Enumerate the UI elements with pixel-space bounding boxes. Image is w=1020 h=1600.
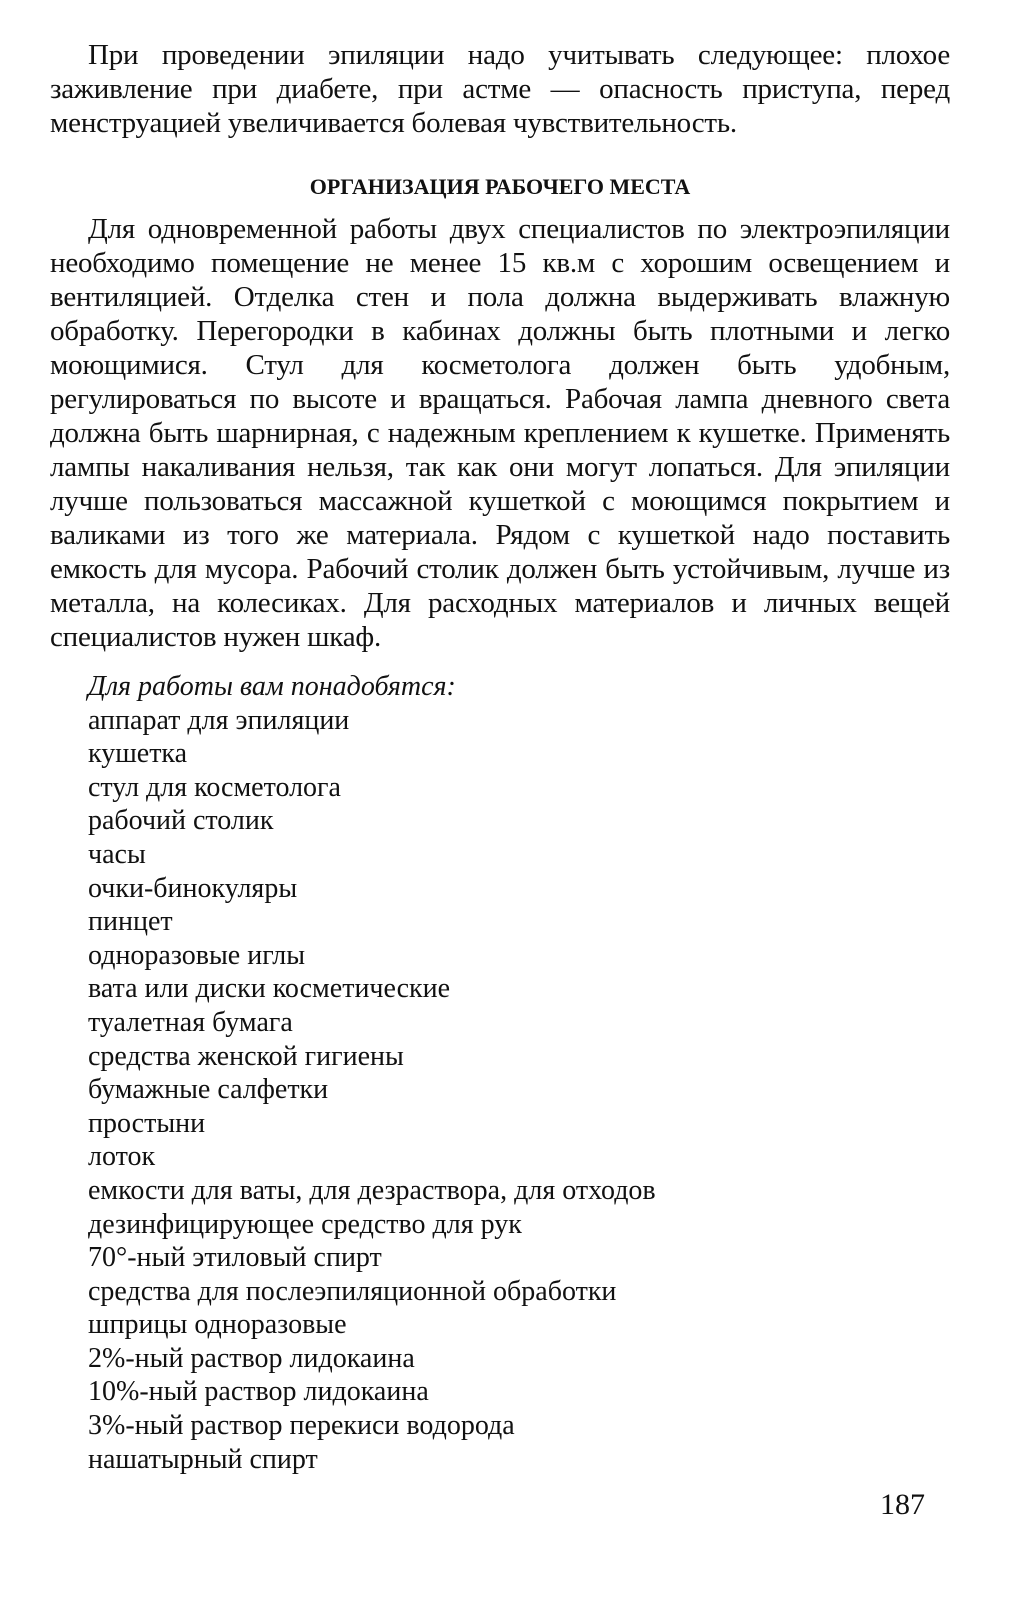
list-item: 70°-ный этиловый спирт: [88, 1242, 382, 1274]
list-item: 3%-ный раствор перекиси водорода: [88, 1410, 515, 1442]
list-item: простыни: [88, 1107, 206, 1139]
list-item: емкости для ваты, для дезраствора, для отходов: [88, 1174, 656, 1206]
list-item: очки-бинокуляры: [88, 872, 298, 904]
list-item: нашатырный спирт: [88, 1443, 318, 1475]
section-paragraph: Для одновременной работы двух специалистов по электроэпиляции необходимо помещение не менее 15 кв.м с хорошим освещением и вентиляцией. Отделка стен и пола должна выдерживать влажную обработку. Перегородки в кабинах должны быть плотными и легко моющимися. Стул для косметолога должен быть удобным, регулироваться по высоте и вращаться. Рабочая лампа дневного света должна быть шарнирная, с надежным креплением к кушетке. Применять лампы накаливания нельзя, так как они могут лопаться. Для эпиляции лучше пользоваться массажной кушеткой с моющимся покрытием и валиками из того же материала. Рядом с кушеткой надо поставить емкость для мусора. Рабочий столик должен быть устойчивым, лучше из металла, на колесиках. Для расходных материалов и личных вещей специалистов нужен шкаф.: [50, 213, 950, 653]
list-intro: Для работы вам понадобятся:: [88, 671, 456, 702]
page-content: [50, 38, 950, 1476]
list-item: лоток: [88, 1141, 156, 1173]
list-item: одноразовые иглы: [88, 939, 306, 971]
list-item: туалетная бумага: [88, 1006, 293, 1038]
list-item: шприцы одноразовые: [88, 1309, 347, 1341]
equipment-list: [88, 704, 950, 1477]
page-number: 187: [880, 1488, 925, 1521]
list-item: бумажные салфетки: [88, 1074, 329, 1106]
list-item: средства для послеэпиляционной обработки: [88, 1275, 617, 1307]
list-item: аппарат для эпиляции: [88, 704, 350, 736]
list-item: рабочий столик: [88, 805, 274, 837]
list-item: вата или диски косметические: [88, 973, 451, 1005]
list-item: часы: [88, 838, 146, 870]
intro-paragraph: При проведении эпиляции надо учитывать следующее: плохое заживление при диабете, при астме — опасность приступа, перед менструацией увеличивается болевая чувствительность.: [50, 39, 950, 139]
list-item: 10%-ный раствор лидокаина: [88, 1376, 429, 1408]
list-item: стул для косметолога: [88, 771, 341, 803]
list-item: дезинфицирующее средство для рук: [88, 1208, 522, 1240]
equipment-list-block: [50, 670, 950, 1476]
section-heading: ОРГАНИЗАЦИЯ РАБОЧЕГО МЕСТА: [309, 174, 691, 199]
list-item: кушетка: [88, 738, 188, 770]
list-item: пинцет: [88, 906, 173, 938]
list-item: 2%-ный раствор лидокаина: [88, 1342, 415, 1374]
list-item: средства женской гигиены: [88, 1040, 404, 1072]
